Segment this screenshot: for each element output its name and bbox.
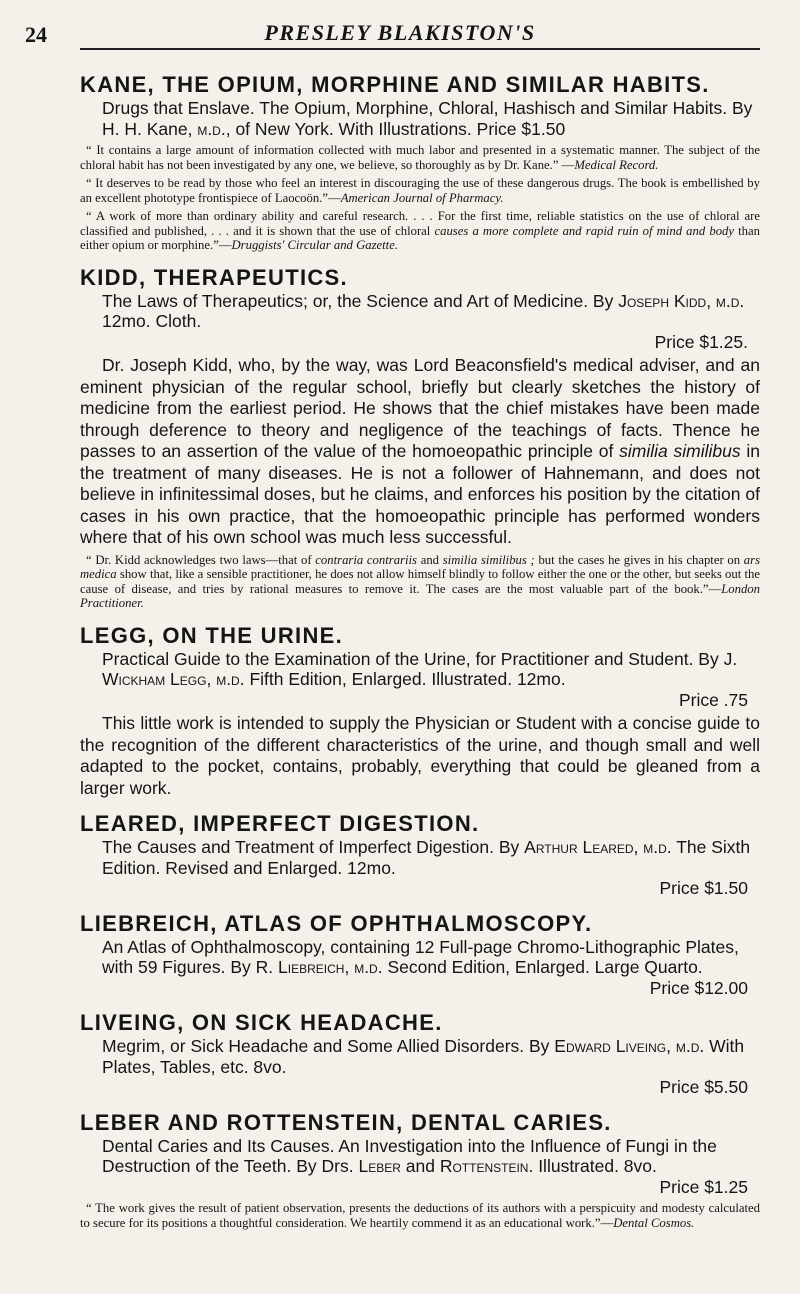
entry-liveing — [80, 1010, 760, 1098]
entry-description: Dental Caries and Its Causes. An Investigation into the Influence of Fungi in the Destruction of the Teeth. By Drs. Leber and Rottenstein. Illustrated. 8vo. — [102, 1135, 717, 1176]
entry-heading: LIVEING, ON SICK HEADACHE. — [80, 1010, 443, 1035]
entry-heading: LEGG, ON THE URINE. — [80, 622, 344, 648]
entry-description: Megrim, or Sick Headache and Some Allied Disorders. By Edward Liveing, m.d. With Plates, Tables, etc. 8vo. — [102, 1036, 745, 1077]
entry-leber-rottenstein — [80, 1110, 760, 1231]
review-quote: “ It contains a large amount of information collected with much labor and presented in a systematic manner. The subject of the chloral habit has not been investigated by any one, we believe, so thoroughly as by Dr. Kane.” —Medical Record. — [80, 143, 760, 172]
review-quote: “ A work of more than ordinary ability and careful research. . . . For the first time, reliable statistics on the use of chloral are classified and published, . . . and it is shown that the use of chloral causes a more complete and rapid ruin of mind and body than either opium or morphine.”—Druggists' Circular and Gazette. — [80, 209, 760, 252]
entry-heading: LEBER AND ROTTENSTEIN, DENTAL CARIES. — [80, 1109, 612, 1135]
entry-leared — [80, 811, 760, 899]
entry-kane — [80, 72, 760, 253]
entry-price: Price $1.50 — [659, 878, 748, 898]
entry-body: Dr. Joseph Kidd, who, by the way, was Lord Beaconsfield's medical adviser, and an eminent physician of the regular school, briefly but clearly sketches the history of medicine from the earliest period. He shows that the chief mistakes have been made through deference to theory and negligence of the teachings of facts. Thence he passes to an assertion of the value of the homoeopathic principle of similia similibus in the treatment of many diseases. He is not a follower of Hahnemann, and does not believe in infinitessimal doses, but he claims, and enforces his position by the citation of cases in his own practice, that the homoeopathic principle has performed wonders where that of his own school was much less successful. — [80, 355, 760, 547]
entry-legg — [80, 623, 760, 800]
review-quote: “ Dr. Kidd acknowledges two laws—that of contraria contrariis and similia similibus ; but the cases he gives in his chapter on ars medica show that, like a sensible practitioner, he does not allow himself blindly to follow either the one or the other, but seeks out the cause of disease, and tries by rational measures to remove it. The cases are the most valuable part of the book.”—London Practitioner. — [80, 552, 761, 610]
entry-kidd — [80, 265, 760, 611]
entry-description: Drugs that Enslave. The Opium, Morphine, Chloral, Hashisch and Similar Habits. By H. H. Kane, m.d., of New York. With Illustrations. Price $1.50 — [102, 98, 753, 139]
entry-price: Price .75 — [678, 689, 748, 710]
review-quote: “ The work gives the result of patient observation, presents the deductions of its authors with a perspicuity and modesty calculated to secure for its positions a thoughtful consideration. We heartily commend it as an educational work.”—Dental Cosmos. — [80, 1201, 760, 1230]
entry-description: Practical Guide to the Examination of the Urine, for Practitioner and Student. By J. Wickham Legg, m.d. Fifth Edition, Enlarged. Illustrated. 12mo. — [102, 648, 738, 689]
entry-description: The Causes and Treatment of Imperfect Digestion. By Arthur Leared, m.d. The Sixth Edition. Revised and Enlarged. 12mo. — [102, 837, 751, 878]
catalogue-content — [80, 72, 760, 1242]
page-number: 24 — [25, 22, 47, 47]
running-head — [0, 0, 800, 62]
entry-heading: LIEBREICH, ATLAS OF OPHTHALMOSCOPY. — [80, 910, 593, 936]
entry-description: An Atlas of Ophthalmoscopy, containing 12 Full-page Chromo-Lithographic Plates, with 59 Figures. By R. Liebreich, m.d. Second Edition, Enlarged. Large Quarto. — [102, 936, 739, 977]
entry-heading: KANE, THE OPIUM, MORPHINE AND SIMILAR HABITS. — [80, 72, 710, 97]
review-quote: “ It deserves to be read by those who feel an interest in discouraging the use of these dangerous drugs. The book is embellished by an excellent phototype frontispiece of Laocoön.”—American Journal of Pharmacy. — [80, 176, 760, 205]
header-rule — [80, 48, 760, 50]
entry-price: Price $1.25. — [654, 331, 748, 352]
entry-heading: KIDD, THERAPEUTICS. — [80, 264, 348, 290]
entry-price: Price $1.25 — [659, 1176, 748, 1197]
running-title: PRESLEY BLAKISTON'S — [264, 20, 536, 45]
entry-description: The Laws of Therapeutics; or, the Science and Art of Medicine. By Joseph Kidd, m.d. 12mo. Cloth. — [102, 290, 745, 331]
entry-price: Price $12.00 — [649, 977, 748, 998]
entry-body: This little work is intended to supply the Physician or Student with a concise guide to the recognition of the different characteristics of the urine, and though small and well adapted to the pocket, contains, probably, everything that could be gleaned from a larger work. — [80, 713, 760, 798]
entry-heading: LEARED, IMPERFECT DIGESTION. — [80, 811, 480, 836]
entry-liebreich — [80, 911, 760, 999]
entry-price: Price $5.50 — [659, 1077, 748, 1097]
